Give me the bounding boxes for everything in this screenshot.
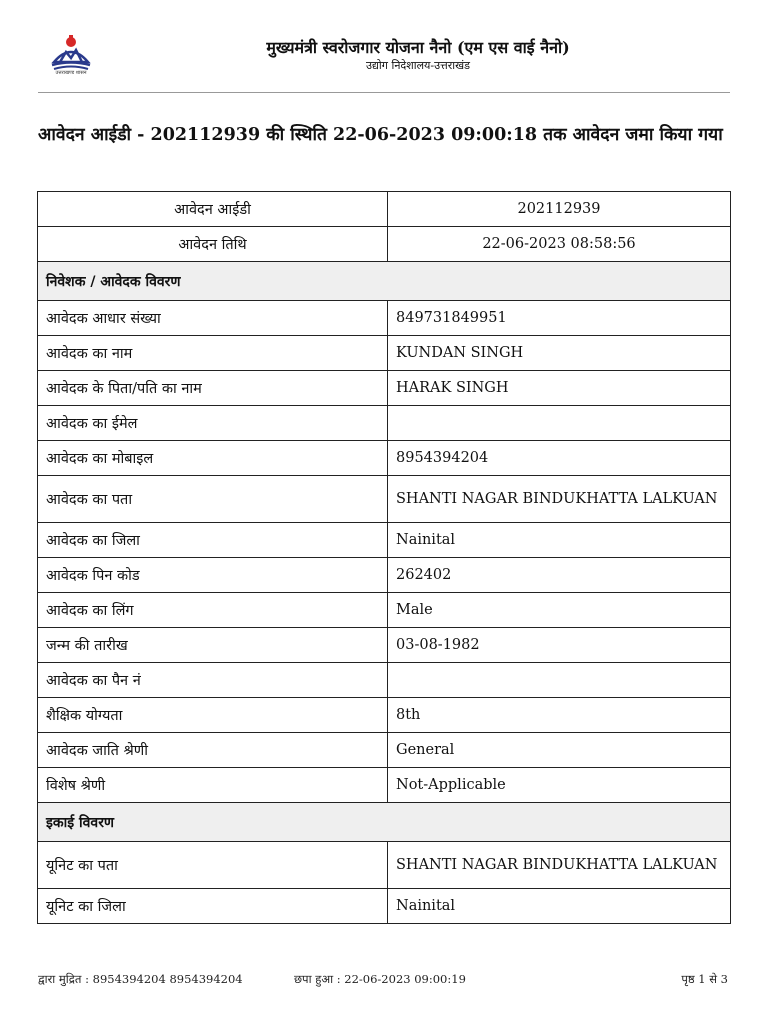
row-value: Not-Applicable [388,768,731,803]
table-row [38,628,731,663]
row-value: 22-06-2023 08:58:56 [388,227,731,262]
row-label: आवेदक आधार संख्या [38,301,388,336]
row-value: 8954394204 [388,441,731,476]
row-value: 03-08-1982 [388,628,731,663]
table-row [38,301,731,336]
footer-printed-at: छपा हुआ : 22-06-2023 09:00:19 [294,972,466,986]
row-label: आवेदक का नाम [38,336,388,371]
table-row [38,523,731,558]
footer-printed-by: द्वारा मुद्रित : 8954394204 8954394204 [38,972,243,986]
row-label: आवेदक का पैन नं [38,663,388,698]
table-row [38,663,731,698]
row-label: आवेदन तिथि [38,227,388,262]
row-label: आवेदक के पिता/पति का नाम [38,371,388,406]
section-header-applicant [38,262,731,301]
table-row [38,336,731,371]
section-title: निवेशक / आवेदक विवरण [38,262,731,301]
table-row [38,476,731,523]
table-row [38,558,731,593]
row-value: 262402 [388,558,731,593]
row-value: 8th [388,698,731,733]
row-value [388,406,731,441]
scheme-title: मुख्यमंत्री स्वरोजगार योजना नैनो (एम एस वाई नैनो) [266,38,570,57]
table-row [38,227,731,262]
department-subtitle: उद्योग निदेशालय-उत्तराखंड [365,59,471,72]
table-row [38,371,731,406]
row-label: आवेदक का ईमेल [38,406,388,441]
table-row [38,406,731,441]
row-value: General [388,733,731,768]
table-row [38,733,731,768]
row-value [388,663,731,698]
table-row [38,768,731,803]
row-label: यूनिट का जिला [38,889,388,924]
row-label: आवेदक का मोबाइल [38,441,388,476]
row-label: आवेदक का पता [38,476,388,523]
logo-caption: उत्तराखण्ड शासन [55,70,87,76]
table-row [38,593,731,628]
row-label: आवेदक पिन कोड [38,558,388,593]
row-label: आवेदक का लिंग [38,593,388,628]
section-title: इकाई विवरण [38,803,731,842]
row-label: जन्म की तारीख [38,628,388,663]
row-value: Nainital [388,523,731,558]
table-row [38,192,731,227]
row-value: 849731849951 [388,301,731,336]
row-label: आवेदन आईडी [38,192,388,227]
application-details-table [37,191,731,924]
row-label: आवेदक का जिला [38,523,388,558]
row-value: Nainital [388,889,731,924]
header-divider [38,92,730,93]
footer-page-number: पृष्ठ 1 से 3 [681,972,728,986]
row-label: शैक्षिक योग्यता [38,698,388,733]
table-row [38,441,731,476]
row-value: KUNDAN SINGH [388,336,731,371]
row-value: HARAK SINGH [388,371,731,406]
document-header [38,28,730,92]
row-label: विशेष श्रेणी [38,768,388,803]
table-row [38,889,731,924]
row-value: SHANTI NAGAR BINDUKHATTA LALKUAN [388,476,731,523]
row-label: यूनिट का पता [38,842,388,889]
row-value: SHANTI NAGAR BINDUKHATTA LALKUAN [388,842,731,889]
section-header-unit [38,803,731,842]
row-label: आवेदक जाति श्रेणी [38,733,388,768]
row-value: Male [388,593,731,628]
row-value: 202112939 [388,192,731,227]
table-row [38,842,731,889]
application-status-heading: आवेदन आईडी - 202112939 की स्थिति 22-06-2023 09:00:18 तक आवेदन जमा किया गया [38,125,723,145]
table-row [38,698,731,733]
